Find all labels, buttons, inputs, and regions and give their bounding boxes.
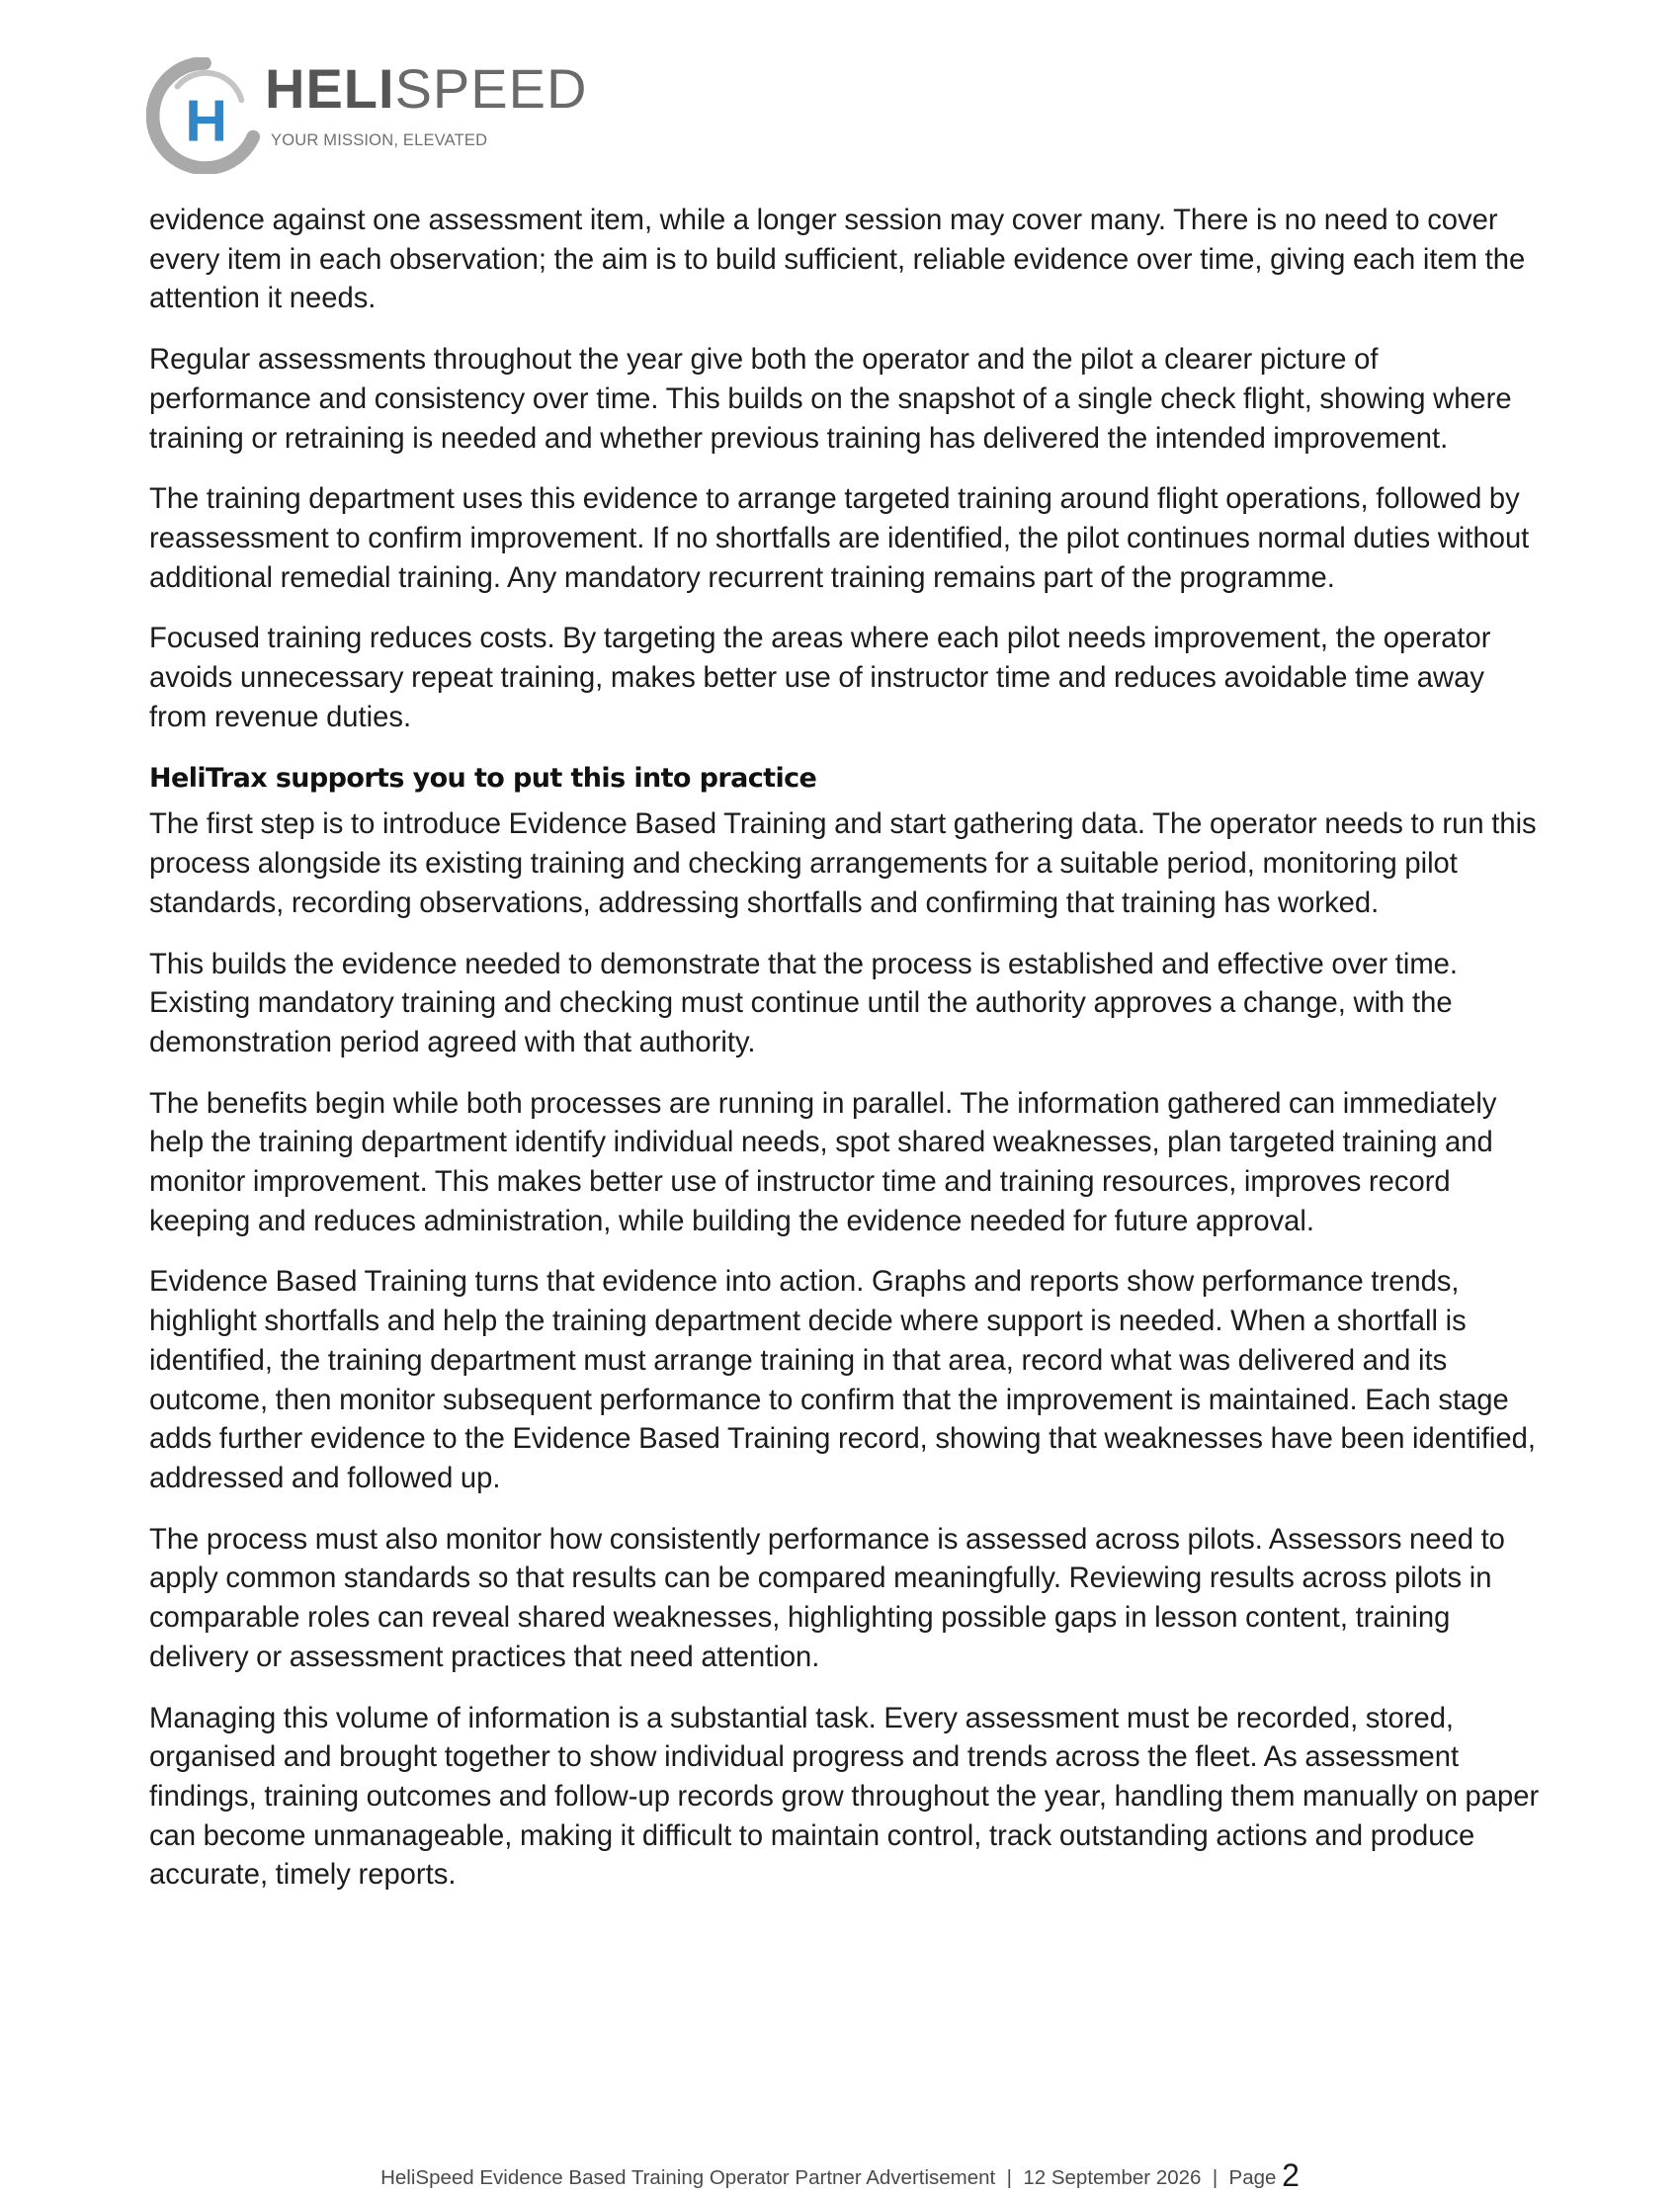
paragraph: evidence against one assessment item, while a longer session may cover many. There is no need to cover every item in each observation; the aim is to build sufficient, reliable evidence over time, giving each item the attention it needs. xyxy=(149,205,1526,315)
paragraph: The first step is to introduce Evidence Based Training and start gathering data. The operator needs to run this process alongside its existing training and checking arrangements for a suitable period, monitoring pilot standards, recording observations, addressing shortfalls and confirming that training has worked. xyxy=(149,808,1537,919)
section-heading: HeliTrax supports you to put this into practice xyxy=(149,763,817,795)
paragraph: The training department uses this evidence to arrange targeted training around flight operations, followed by reassessment to confirm improvement. If no shortfalls are identified, the pilot continues normal duties without additional remedial training. Any mandatory recurrent training remains part of the programme. xyxy=(149,483,1530,594)
brand-tagline: YOUR MISSION, ELEVATED xyxy=(271,131,488,149)
logo-letter: H xyxy=(185,88,227,154)
brand-bold: HELI xyxy=(265,57,395,120)
paragraph: Managing this volume of information is a substantial task. Every assessment must be recorded, stored, organised and brought together to show individual progress and trends across the fleet. As assessment findings, training outcomes and follow-up records grow throughout the year, handling them manually on paper can become unmanageable, making it difficult to maintain control, track outstanding actions and produce accurate, timely reports. xyxy=(149,1702,1540,1892)
paragraph: Evidence Based Training turns that evidence into action. Graphs and reports show performance trends, highlight shortfalls and help the training department decide where support is needed. When a shortfall is identified, the training department must arrange training in that area, record what was delivered and its outcome, then monitor subsequent performance to confirm that the improvement is maintained. Each stage adds further evidence to the Evidence Based Training record, showing that weaknesses have been identified, addressed and followed up. xyxy=(149,1266,1536,1494)
paragraph: The benefits begin while both processes are running in parallel. The information gathered can immediately help the training department identify individual needs, spot shared weaknesses, plan targeted training and monitor improvement. This makes better use of instructor time and training resources, improves record keeping and reduces administration, while building the evidence needed for future approval. xyxy=(149,1087,1497,1237)
brand-wordmark xyxy=(265,57,588,120)
page-footer xyxy=(0,2157,1680,2194)
paragraph: This builds the evidence needed to demonstrate that the process is established and effective over time. Existing mandatory training and checking must continue until the authority approves a change, with the demonstration period agreed with that authority. xyxy=(149,948,1459,1058)
paragraph: The process must also monitor how consistently performance is assessed across pilots. Assessors need to apply common standards so that results can be compared meaningfully. Reviewing results across pilots in comparable roles can reveal shared weaknesses, highlighting possible gaps in lesson content, training delivery or assessment practices that need attention. xyxy=(149,1523,1505,1673)
paragraph: Regular assessments throughout the year give both the operator and the pilot a clearer picture of performance and consistency over time. This builds on the snapshot of a single check flight, showing where training or retraining is needed and whether previous training has delivered the intended improvement. xyxy=(149,344,1512,455)
helispeed-logo-icon xyxy=(146,57,263,174)
page-header xyxy=(146,55,739,174)
page-number: 2 xyxy=(1282,2157,1300,2193)
footer-text: HeliSpeed Evidence Based Training Operator Partner Advertisement | 12 September 2026 | Page xyxy=(380,2166,1283,2189)
document-body xyxy=(149,202,1543,1917)
brand-light: SPEED xyxy=(394,57,588,120)
paragraph: Focused training reduces costs. By targeting the areas where each pilot needs improvement, the operator avoids unnecessary repeat training, makes better use of instructor time and reduces avoidable time away from revenue duties. xyxy=(149,623,1491,733)
